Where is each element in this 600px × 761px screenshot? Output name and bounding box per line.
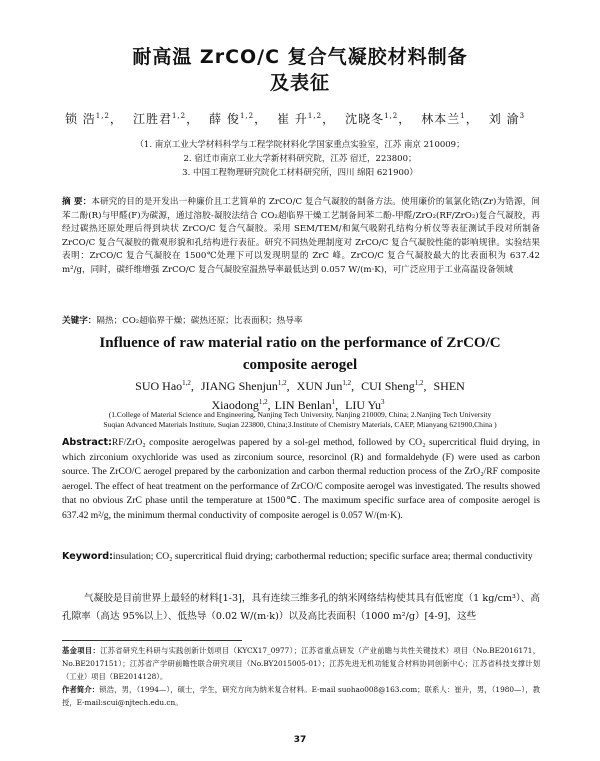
author-en-name: LIU Yu xyxy=(345,398,381,412)
author-en-affil-mark: 1 xyxy=(331,398,336,406)
keywords-en-text: insulation; CO₂ supercritical fluid drying; carbothermal reduction; specific surface area; thermal conductivity xyxy=(112,551,533,562)
keywords-en xyxy=(62,550,540,565)
footnote-rule xyxy=(62,640,242,641)
author-cn-separator: ， xyxy=(186,112,200,126)
author-cn-separator: ， xyxy=(109,112,123,126)
author-cn-separator: ， xyxy=(254,112,268,126)
author-en-separator: , xyxy=(423,379,430,393)
affiliation-cn-1: （1. 南京工业大学材料科学与工程学院材料化学国家重点实验室，江苏 南京 210009； xyxy=(135,140,465,150)
author-cn-affil-mark: 1,2 xyxy=(307,112,323,120)
author-cn-separator: ， xyxy=(465,112,479,126)
author-en-name: CUI Sheng xyxy=(361,379,415,393)
author-cn-name: 江胜君 xyxy=(132,112,172,126)
abstract-en-text: RF/ZrO₂ composite aerogelwas papered by a sol-gel method, followed by CO₂ supercritical fluid drying, in which zirconium oxychloride was used as zirconium source, resorcinol (R) and formaldehyde (F) were used as carbon source. The ZrCO/C aerogel prepared by the carbonization and carbon thermal reduction process of the ZrO₂/RF composite aerogel. The effect of heat treatment on the performance of ZrCO/C composite aerogel was investigated. The results showed that no obvious ZrC phase until the temperature at 1500℃. The maximum specific surface area of composite aerogel is 637.42 m²/g, the minimum thermal conductivity of composite aerogel is 0.057 W/(m·K). xyxy=(62,437,540,521)
affiliation-cn-2: 2. 宿迁市南京工业大学新材料研究院，江苏 宿迁，223800； xyxy=(183,154,417,164)
author-en-name: XUN Jun xyxy=(296,379,343,393)
author-cn-affil-mark: 1,2 xyxy=(239,112,255,120)
footnote-author-text: 锁浩，男，（1994—），硕士，学生，研究方向为纳米复合材料。E-mail suohao008@163.com；联系人：崔升，男，（1980—），教授，E-mail:scui@njtech.edu.cn。 xyxy=(62,685,540,707)
footnote-funding-label: 基金项目： xyxy=(62,646,101,655)
title-en-line1: Influence of raw material ratio on the performance of ZrCO/C xyxy=(99,335,501,351)
abstract-en-label: Abstract: xyxy=(62,437,112,448)
footnotes xyxy=(62,644,540,709)
title-en-line2: composite aerogel xyxy=(242,357,358,373)
body-paragraph: 气凝胶是目前世界上最轻的材料[1-3]，具有连续三维多孔的纳米网络结构使其具有低密度（1 kg/cm³）、高孔隙率（高达 95%以上）、低热导（0.02 W/(m·k)）以及高比表面积（1000 m²/g）[4-9]，这些 xyxy=(62,593,540,622)
affiliations-cn xyxy=(0,138,600,180)
author-en-name: LIN Benlan xyxy=(274,398,332,412)
author-cn-separator: ， xyxy=(322,112,336,126)
author-en-affil-mark: 3 xyxy=(380,398,385,406)
footnote-author-label: 作者简介： xyxy=(62,685,100,694)
author-cn-affil-mark: 1,2 xyxy=(384,112,399,120)
author-en-affil-mark: 1,2 xyxy=(258,398,268,406)
abstract-cn xyxy=(62,196,540,277)
authors-cn xyxy=(0,110,600,127)
keywords-cn-label: 关键字： xyxy=(62,316,97,326)
author-cn-affil-mark: 3 xyxy=(519,112,526,120)
keywords-en-label: Keyword: xyxy=(62,551,113,562)
abstract-en xyxy=(62,436,540,523)
affiliation-cn-3: 3. 中国工程物理研究院化工材料研究所，四川 绵阳 621900） xyxy=(182,168,418,178)
author-en-affil-mark: 1,2 xyxy=(277,379,287,387)
author-cn-affil-mark: 1,2 xyxy=(95,112,110,120)
affiliation-en-2: Suqian Advanced Materials Institute, Suqian 223800, China;3.Institute of Chemistry Materials, CAEP, Mianyang 621900,China ) xyxy=(103,420,497,429)
author-cn-name: 锁 浩 xyxy=(64,112,96,126)
author-en-separator: , xyxy=(286,379,293,393)
author-en-affil-mark: 1,2 xyxy=(342,379,352,387)
title-cn-line2: 及表征 xyxy=(269,72,330,94)
author-en-affil-mark: 1,2 xyxy=(182,379,191,387)
author-en-name: SHEN Xiaodong xyxy=(211,379,465,412)
author-cn-affil-mark: 1 xyxy=(460,112,466,120)
footnote-author xyxy=(62,683,540,709)
affiliation-en-1: (1.College of Material Science and Engineering, Nanjing Tech University, Nanjing 210009, China; 2.Nanjing Tech University xyxy=(108,410,492,419)
author-cn-name: 林本兰 xyxy=(421,112,461,126)
keywords-cn xyxy=(62,315,540,329)
title-cn-line1: 耐高温 ZrCO/C 复合气凝胶材料制备 xyxy=(132,46,468,68)
footnote-funding xyxy=(62,644,540,683)
footnote-funding-text: 江苏省研究生科研与实践创新计划项目（KYCX17_0977）；江苏省重点研发（产业前瞻与共性关键技术）项目（No.BE2016171，No.BE2017151）；江苏省产学研前瞻性联合研究项目（No.BY2015005-01）；江苏先进无机功能复合材料协同创新中心；江苏省科技支撑计划（工业）项目（BE2014128）。 xyxy=(62,646,540,681)
keywords-cn-text: 隔热；CO₂超临界干燥；碳热还原；比表面积；热导率 xyxy=(96,316,303,326)
author-en-separator: , xyxy=(267,398,271,412)
author-en-affil-mark: 1,2 xyxy=(414,379,424,387)
page-number: 37 xyxy=(293,735,307,745)
affiliations-en xyxy=(0,410,600,430)
author-en-separator: , xyxy=(351,379,358,393)
author-en-name: JIANG Shenjun xyxy=(200,379,278,393)
author-en-separator: , xyxy=(335,398,342,412)
authors-en xyxy=(100,375,500,413)
author-cn-separator: ， xyxy=(398,112,412,126)
author-cn-name: 薛 俊 xyxy=(209,112,240,126)
abstract-cn-label: 摘 要： xyxy=(62,197,92,207)
author-en-separator: , xyxy=(190,379,197,393)
abstract-cn-text: 本研究的目的是开发出一种廉价且工艺简单的 ZrCO/C 复合气凝胶的制备方法。使用廉价的氧氯化锆(Zr)为锆源，间苯二酚(R)与甲醛(F)为碳源，通过溶胶-凝胶法结合 CO₂超临界干燥工艺制备间苯二酚-甲醛/ZrO₂(RF/ZrO₂)复合气凝胶，再经过碳热还原处理后得到块状 ZrCO/C 复合气凝胶。采用 SEM/TEM/和氮气吸附孔结构分析仪等表征测试手段对所制备 ZrCO/C 复合气凝胶的微观形貌和孔结构进行表征。研究不同热处理制度对 ZrCO/C 复合气凝胶性能的影响规律。实验结果表明：ZrCO/C 复合气凝胶在 1500℃处理下可以发现明显的 ZrC 峰。ZrCO/C 复合气凝胶最大的比表面积为 637.42 m²/g，同时，碳纤维增强 ZrCO/C 复合气凝胶室温热导率最低达到 0.057 W/(m·K)，可广泛应用于工业高温设备领域 xyxy=(62,197,541,275)
author-cn-affil-mark: 1,2 xyxy=(171,112,187,120)
author-cn-name: 刘 渝 xyxy=(488,112,520,126)
author-en-name: SUO Hao xyxy=(135,379,183,393)
author-cn-name: 崔 升 xyxy=(277,112,308,126)
author-cn-name: 沈晓冬 xyxy=(345,112,385,126)
